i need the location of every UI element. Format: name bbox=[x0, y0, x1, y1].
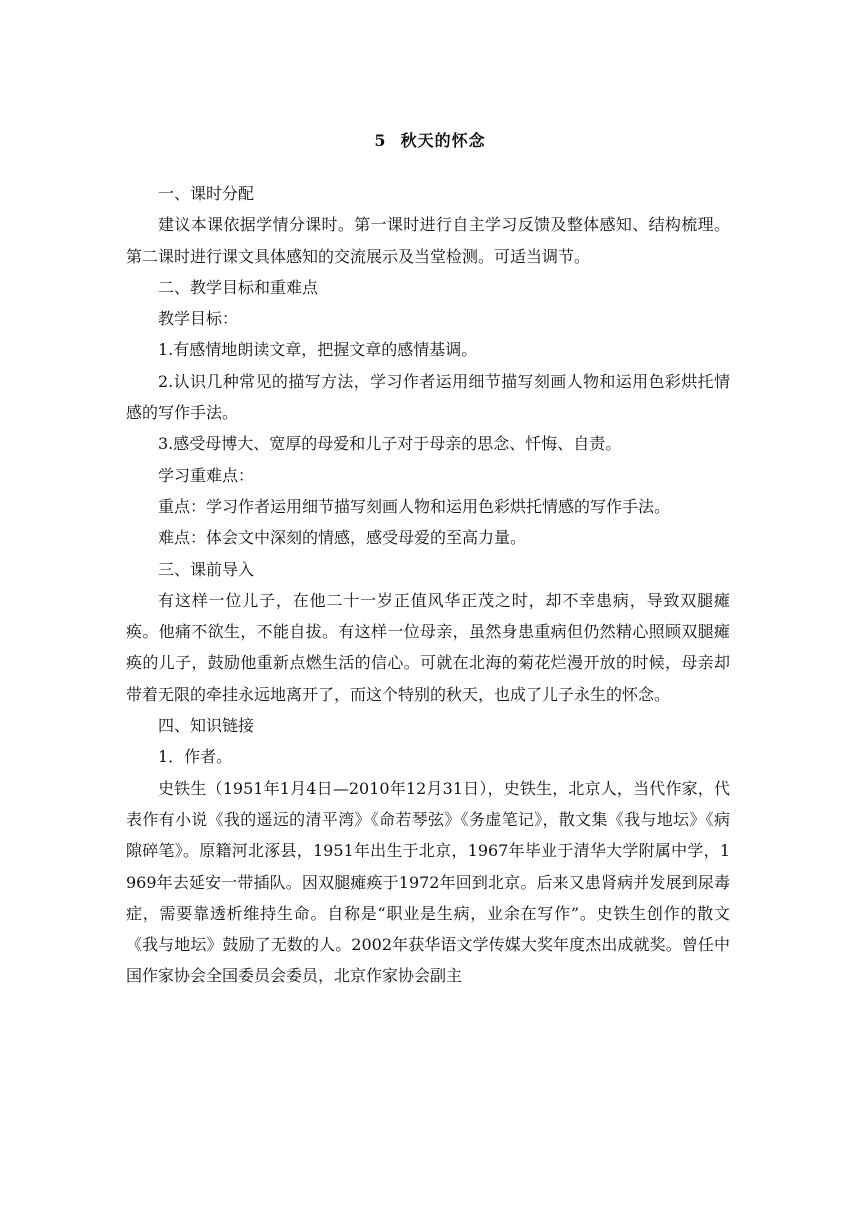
paragraph-author-bio: 史铁生（1951年1月4日—2010年12月31日），史铁生，北京人，当代作家，代表作有小说《我的遥远的清平湾》《命若琴弦》《务虚笔记》，散文集《我与地坛》《病隙碎笔》。原籍河北涿县，1951年出生于北京，1967年毕业于清华大学附属中学，1969年去延安一带插队。因双腿瘫痪于1972年回到北京。后来又患肾病并发展到尿毒症，需要靠透析维持生命。自称是“职业是生病，业余在写作”。史铁生创作的散文《我与地坛》鼓励了无数的人。2002年获华语文学传媒大奖年度杰出成就奖。曾任中国作家协会全国委员会委员，北京作家协会副主 bbox=[126, 778, 730, 986]
goal-item-3: 3.感受母博大、宽厚的母爱和儿子对于母亲的思念、忏悔、自责。 bbox=[158, 434, 622, 454]
goal-item-1: 1.有感情地朗读文章，把握文章的感情基调。 bbox=[158, 340, 478, 360]
title-text: 秋天的怀念 bbox=[400, 131, 486, 150]
difficult-point: 难点：体会文中深刻的情感，感受母爱的至高力量。 bbox=[158, 528, 527, 548]
section-heading-introduction: 三、课前导入 bbox=[158, 559, 255, 579]
key-point: 重点：学习作者运用细节描写刻画人物和运用色彩烘托情感的写作手法。 bbox=[158, 496, 671, 516]
subheading-teaching-goals: 教学目标： bbox=[158, 309, 239, 329]
paragraph-introduction: 有这样一位儿子，在他二十一岁正值风华正茂之时，却不幸患病，导致双腿瘫痪。他痛不欲生，不能自拔。有这样一位母亲，虽然身患重病但仍然精心照顾双腿瘫痪的儿子，鼓励他重新点燃生活的信心。可就在北海的菊花烂漫开放的时候，母亲却带着无限的牵挂永远地离开了，而这个特别的秋天，也成了儿子永生的怀念。 bbox=[126, 590, 730, 704]
section-heading-objectives: 二、教学目标和重难点 bbox=[158, 277, 319, 297]
goal-item-2: 2.认识几种常见的描写方法，学习作者运用细节描写刻画人物和运用色彩烘托情感的写作手法。 bbox=[126, 371, 730, 423]
title-number: 5 bbox=[374, 131, 387, 150]
subheading-key-points: 学习重难点： bbox=[158, 465, 255, 485]
section-heading-knowledge: 四、知识链接 bbox=[158, 716, 255, 736]
subheading-author: 1．作者。 bbox=[158, 747, 233, 767]
paragraph-class-hours: 建议本课依据学情分课时。第一课时进行自主学习反馈及整体感知、结构梳理。第二课时进行课文具体感知的交流展示及当堂检测。可适当调节。 bbox=[126, 215, 730, 266]
document-body bbox=[126, 178, 730, 992]
section-heading-class-hours: 一、课时分配 bbox=[158, 184, 255, 203]
page-title bbox=[0, 128, 860, 151]
